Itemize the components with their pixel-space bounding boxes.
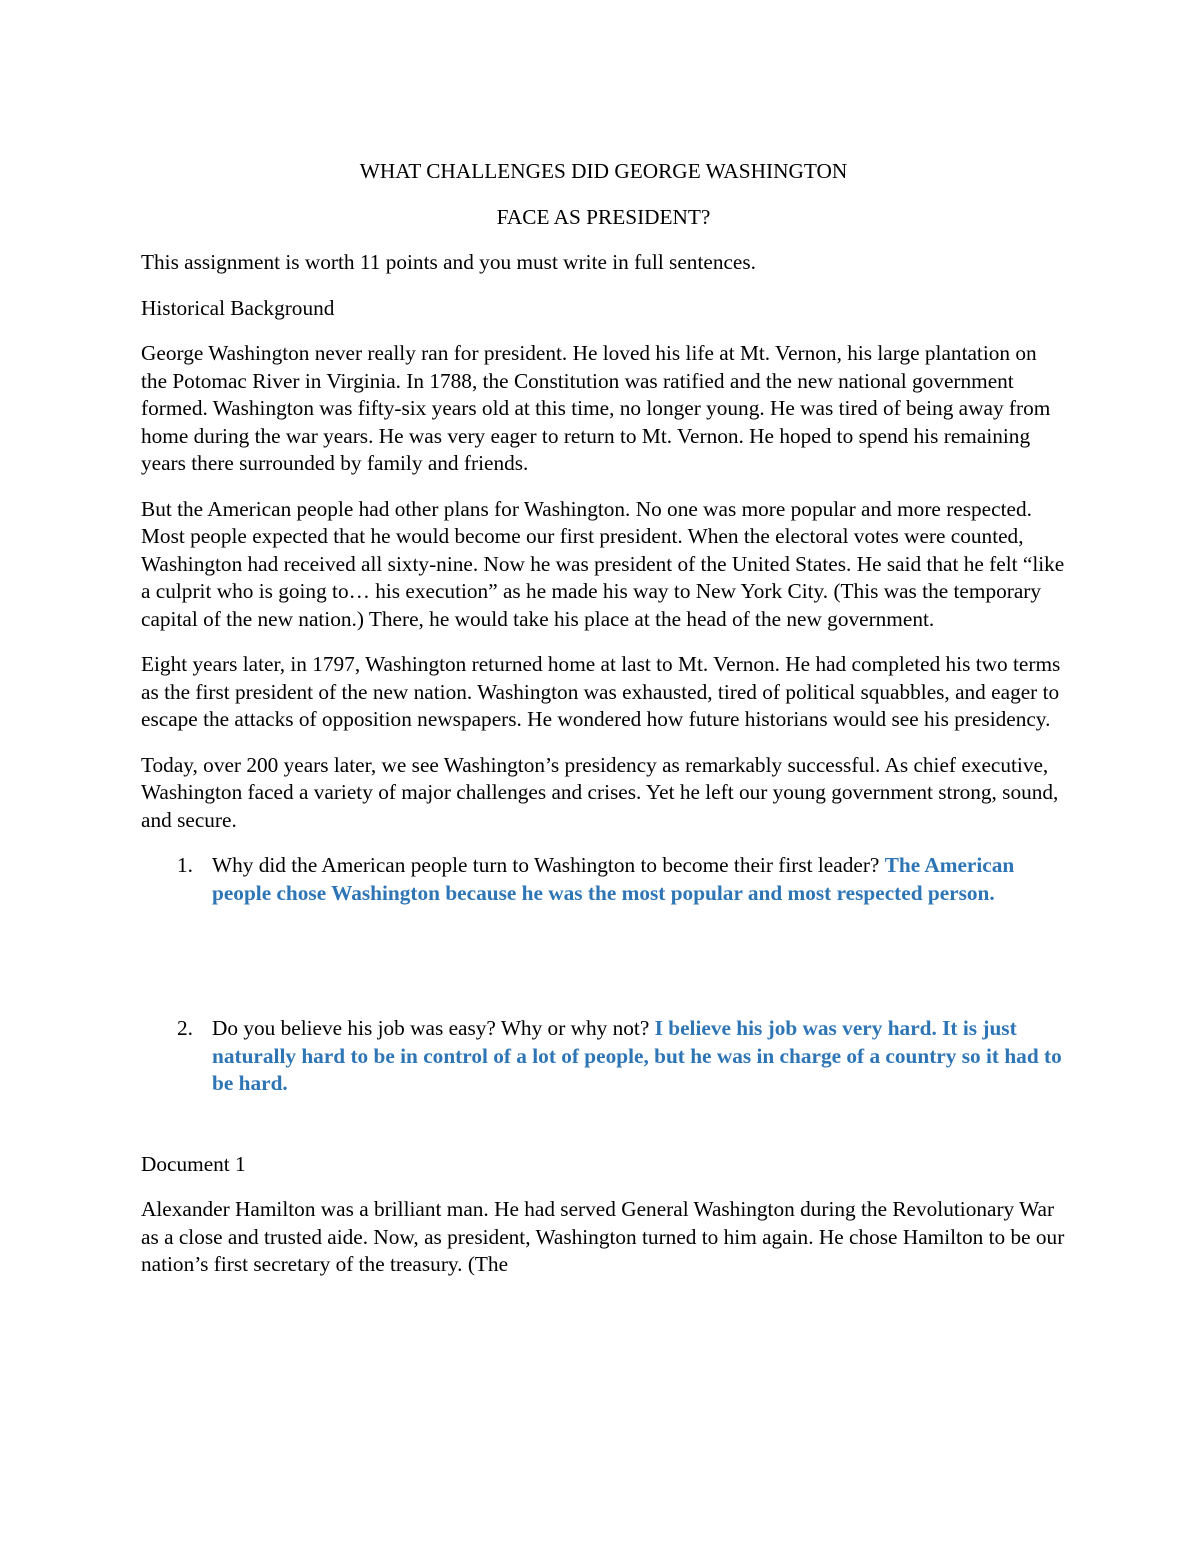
question-item-2 (141, 1015, 1066, 1098)
question-text: Why did the American people turn to Washington to become their first leader? (212, 853, 880, 877)
question-number: 2. (177, 1016, 193, 1040)
question-text: Do you believe his job was easy? Why or why not? (212, 1016, 650, 1040)
section-heading-historical-background: Historical Background (141, 295, 335, 320)
answer-text: I believe his job was very hard. It is just naturally hard to be in control of a lot of people, but he was in charge of a country so it had to be hard. (212, 1016, 1062, 1095)
background-paragraph-3: Eight years later, in 1797, Washington returned home at last to Mt. Vernon. He had completed his two terms as the first president of the new nation. Washington was exhausted, tired of political squabbles, and eager to escape the attacks of opposition newspapers. He wondered how future historians would see his presidency. (141, 652, 1061, 731)
document-1-paragraph: Alexander Hamilton was a brilliant man. He had served General Washington during the Revolutionary War as a close and trusted aide. Now, as president, Washington turned to him again. He chose Hamilton to be our nation’s first secretary of the treasury. (The (141, 1197, 1065, 1276)
section-heading-document-1: Document 1 (141, 1151, 246, 1176)
answer-text: The American people chose Washington because he was the most popular and most respected person. (212, 853, 1015, 905)
question-number: 1. (177, 853, 193, 877)
document-page (141, 158, 1066, 1297)
question-list (141, 852, 1066, 1098)
page-title-line-1: WHAT CHALLENGES DID GEORGE WASHINGTON (359, 159, 848, 183)
background-paragraph-4: Today, over 200 years later, we see Washington’s presidency as remarkably successful. As chief executive, Washington faced a variety of major challenges and crises. Yet he left our young government strong, sound, and secure. (141, 752, 1059, 832)
question-item-1 (141, 852, 1066, 907)
assignment-instructions: This assignment is worth 11 points and you must write in full sentences. (141, 250, 756, 274)
background-paragraph-2: But the American people had other plans for Washington. No one was more popular and more respected. Most people expected that he would become our first president. When the electoral votes were counted, Washington had received all sixty-nine. Now he was president of the United States. He said that he felt “like a culprit who is going to… his execution” as he made his way to New York City. (This was the temporary capital of the new nation.) There, he would take his place at the head of the new government. (141, 496, 1065, 631)
page-title-line-2: FACE AS PRESIDENT? (496, 204, 711, 229)
background-paragraph-1: George Washington never really ran for president. He loved his life at Mt. Vernon, his large plantation on the Potomac River in Virginia. In 1788, the Constitution was ratified and the new national government formed. Washington was fifty-six years old at this time, no longer young. He was tired of being away from home during the war years. He was very eager to return to Mt. Vernon. He hoped to spend his remaining years there surrounded by family and friends. (141, 341, 1051, 475)
